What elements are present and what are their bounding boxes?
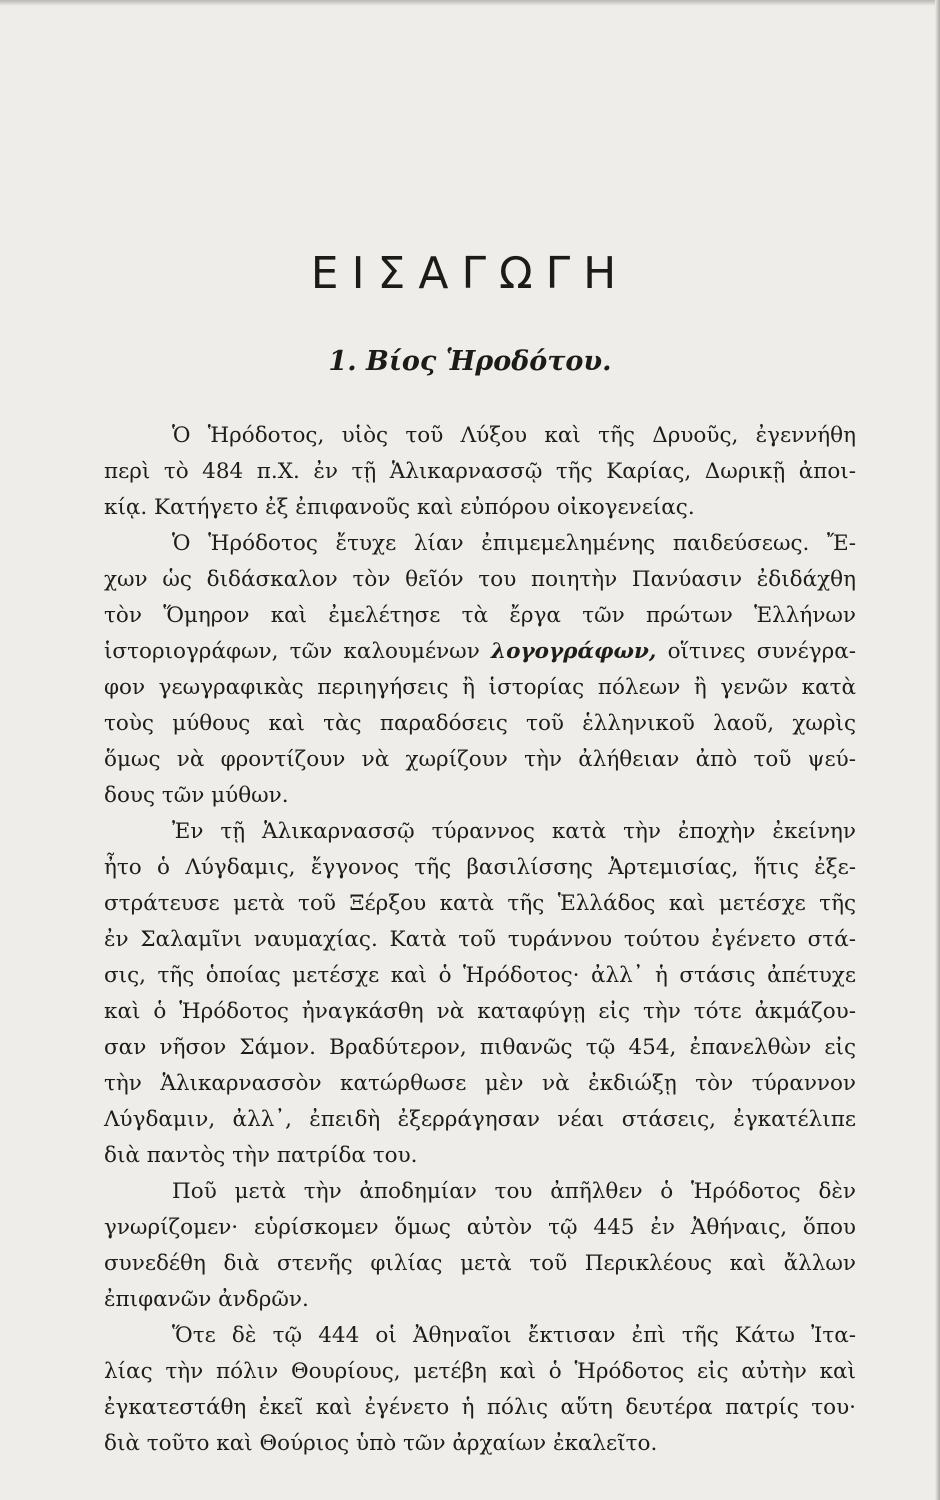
page-top-edge: [0, 0, 940, 6]
text-line: ἦτο ὁ Λύγδαμις, ἔγγονος τῆς βασιλίσσης Ἀρτεμισίας, ἥτις ἐξε-: [104, 855, 856, 880]
text-span: οἵτινες συνέγρα-: [667, 639, 856, 664]
text-span: ἱστοριογράφων, τῶν καλουμένων: [104, 639, 480, 664]
text-line: στράτευσε μετὰ τοῦ Ξέρξου κατὰ τῆς Ἑλλάδος καὶ μετέσχε τῆς: [104, 891, 856, 916]
text-line: κίᾳ. Κατήγετο ἐξ ἐπιφανοῦς καὶ εὐπόρου οἰκογενείας.: [104, 495, 695, 520]
page-right-edge: [935, 0, 940, 1500]
text-line: τὴν Ἁλικαρνασσὸν κατώρθωσε μὲν νὰ ἐκδιώξῃ τὸν τύραννον: [104, 1071, 856, 1096]
text-line: φον γεωγραφικὰς περιηγήσεις ἢ ἱστορίας πόλεων ἢ γενῶν κατὰ: [104, 675, 856, 700]
text-line: Ὁ Ἡρόδοτος ἔτυχε λίαν ἐπιμεμελημένης παιδεύσεως. Ἔ-: [172, 531, 856, 556]
text-line: διὰ παντὸς τὴν πατρίδα του.: [104, 1143, 418, 1168]
text-line: ἐγκατεστάθη ἐκεῖ καὶ ἐγένετο ἡ πόλις αὕτη δευτέρα πατρίς του·: [104, 1395, 856, 1420]
page-title: ΕΙΣΑΓΩΓΗ: [310, 248, 630, 299]
text-line: δους τῶν μύθων.: [104, 783, 289, 808]
text-line: σαν νῆσον Σάμον. Βραδύτερον, πιθανῶς τῷ 454, ἐπανελθὼν εἰς: [104, 1035, 856, 1060]
text-line: ὅμως νὰ φροντίζουν νὰ χωρίζουν τὴν ἀλήθειαν ἀπὸ τοῦ ψεύ-: [104, 747, 856, 772]
text-line: σις, τῆς ὁποίας μετέσχε καὶ ὁ Ἡρόδοτος· ἀλλ᾽ ἡ στάσις ἀπέτυχε: [104, 963, 856, 988]
text-line: διὰ τοῦτο καὶ Θούριος ὑπὸ τῶν ἀρχαίων ἐκαλεῖτο.: [104, 1431, 658, 1456]
text-line: χων ὡς διδάσκαλον τὸν θεῖόν του ποιητὴν Πανύασιν ἐδιδάχθη: [104, 567, 856, 592]
text-line: Ὅτε δὲ τῷ 444 οἱ Ἀθηναῖοι ἔκτισαν ἐπὶ τῆς Κάτω Ἰτα-: [172, 1323, 856, 1348]
text-line: καὶ ὁ Ἡρόδοτος ἠναγκάσθη νὰ καταφύγῃ εἰς τὴν τότε ἀκμάζου-: [104, 999, 856, 1024]
text-line: Ὁ Ἡρόδοτος, υἱὸς τοῦ Λύξου καὶ τῆς Δρυοῦς, ἐγεννήθη: [172, 423, 856, 448]
text-line: τοὺς μύθους καὶ τὰς παραδόσεις τοῦ ἑλληνικοῦ λαοῦ, χωρὶς: [104, 711, 856, 736]
text-line: Ποῦ μετὰ τὴν ἀποδημίαν του ἀπῆλθεν ὁ Ἡρόδοτος δὲν: [172, 1179, 856, 1204]
text-line: Ἐν τῇ Ἁλικαρνασσῷ τύραννος κατὰ τὴν ἐποχὴν ἐκείνην: [172, 819, 856, 844]
section-heading: 1. Βίος Ἡροδότου.: [328, 346, 612, 377]
text-line: περὶ τὸ 484 π.Χ. ἐν τῇ Ἁλικαρνασσῷ τῆς Καρίας, Δωρικῇ ἀποι-: [104, 459, 856, 484]
text-line: τὸν Ὅμηρον καὶ ἐμελέτησε τὰ ἔργα τῶν πρώτων Ἑλλήνων: [104, 603, 856, 628]
text-line: λίας τὴν πόλιν Θουρίους, μετέβη καὶ ὁ Ἡρόδοτος εἰς αὐτὴν καὶ: [104, 1359, 856, 1384]
logographers-term: λογογράφων,: [491, 639, 657, 664]
text-line: συνεδέθη διὰ στενῆς φιλίας μετὰ τοῦ Περικλέους καὶ ἄλλων: [104, 1251, 856, 1276]
text-line: ἐν Σαλαμῖνι ναυμαχίας. Κατὰ τοῦ τυράννου τούτου ἐγένετο στά-: [104, 927, 856, 952]
text-line: Λύγδαμιν, ἀλλ᾽, ἐπειδὴ ἐξερράγησαν νέαι στάσεις, ἐγκατέλιπε: [104, 1107, 856, 1132]
text-line: [104, 634, 856, 670]
text-line: γνωρίζομεν· εὑρίσκομεν ὅμως αὐτὸν τῷ 445 ἐν Ἀθήναις, ὅπου: [104, 1215, 856, 1240]
text-line: ἐπιφανῶν ἀνδρῶν.: [104, 1287, 309, 1312]
